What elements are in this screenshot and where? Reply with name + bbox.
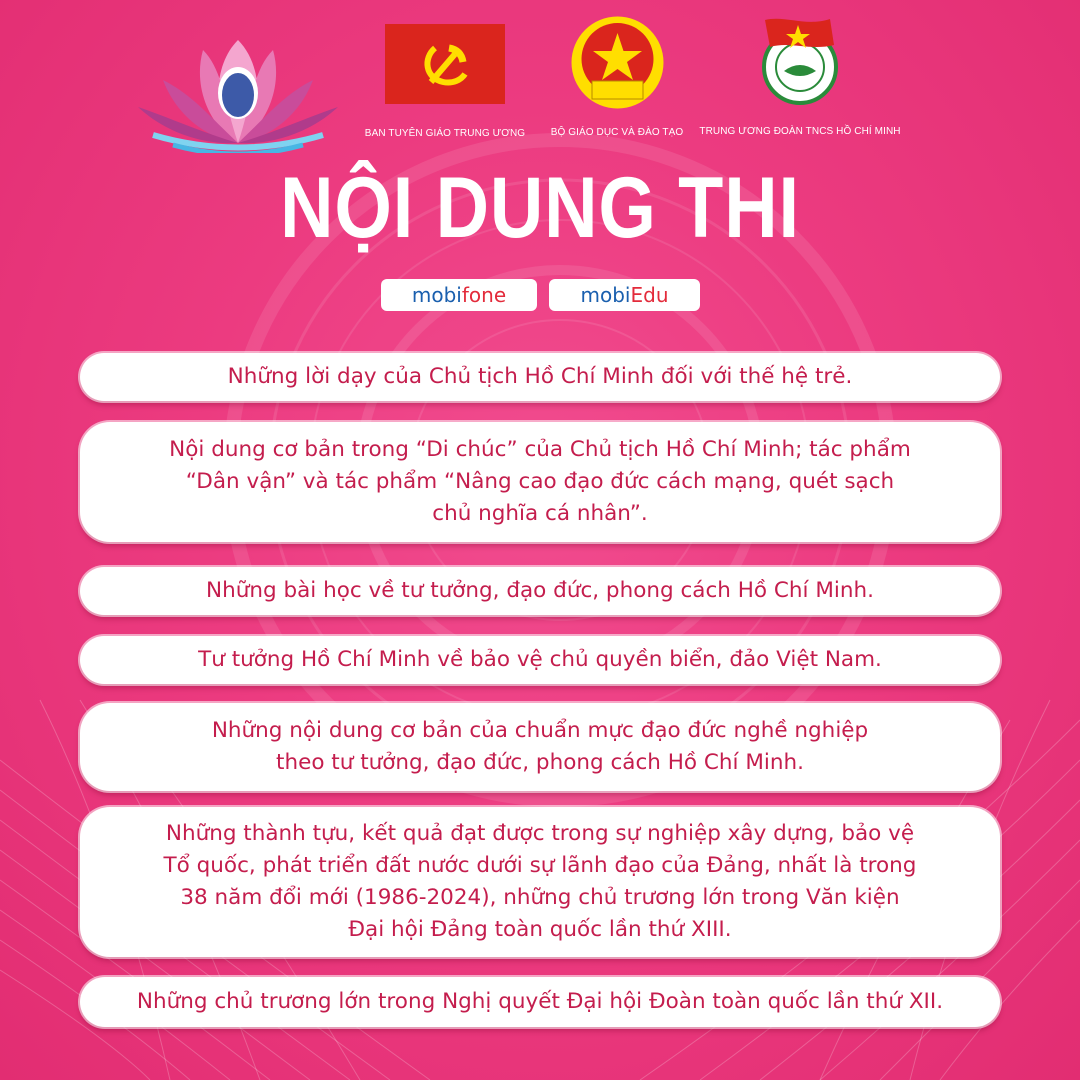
- topic-text: Nội dung cơ bản trong “Di chúc” của Chủ tịch Hồ Chí Minh; tác phẩm “Dân vận” và tác phẩm “Nâng cao đạo đức cách mạng, quét sạch chủ nghĩa cá nhân”.: [169, 437, 911, 526]
- lotus-portrait-logo: [133, 35, 343, 153]
- topic-item: [80, 977, 1000, 1027]
- page-title: NỘI DUNG THI: [280, 160, 800, 256]
- mobiedu-logo: [549, 279, 700, 311]
- mobifone-logo: [381, 279, 537, 311]
- org-label-education: BỘ GIÁO DỤC VÀ ĐÀO TẠO: [550, 127, 684, 138]
- topic-item: [80, 636, 1000, 684]
- national-emblem-logo: [570, 15, 665, 110]
- org-label-propaganda: BAN TUYÊN GIÁO TRUNG ƯƠNG: [364, 128, 526, 139]
- mobifone-logo-part1: mobi: [411, 283, 462, 307]
- topic-item: [80, 567, 1000, 615]
- youth-union-logo: [760, 15, 840, 105]
- topic-text: Những nội dung cơ bản của chuẩn mực đạo đức nghề nghiệp theo tư tưởng, đạo đức, phong cách Hồ Chí Minh.: [211, 718, 869, 775]
- topic-item: [80, 422, 1000, 542]
- mobifone-logo-part2: fone: [461, 283, 507, 307]
- topic-item: [80, 807, 1000, 957]
- org-label-youth-union: TRUNG ƯƠNG ĐOÀN TNCS HỒ CHÍ MINH: [699, 126, 901, 137]
- topic-item: [80, 703, 1000, 791]
- topic-text: Những lời dạy của Chủ tịch Hồ Chí Minh đối với thế hệ trẻ.: [227, 364, 853, 389]
- party-flag-logo: [385, 24, 505, 104]
- topic-text: Tư tưởng Hồ Chí Minh về bảo vệ chủ quyền biển, đảo Việt Nam.: [198, 647, 882, 672]
- mobiedu-logo-part1: mobi: [580, 283, 631, 307]
- mobiedu-logo-part2: Edu: [630, 283, 669, 307]
- topic-text: Những chủ trương lớn trong Nghị quyết Đại hội Đoàn toàn quốc lần thứ XII.: [136, 989, 944, 1014]
- topic-item: [80, 353, 1000, 401]
- topic-text: Những bài học về tư tưởng, đạo đức, phong cách Hồ Chí Minh.: [206, 578, 874, 603]
- topic-text: Những thành tựu, kết quả đạt được trong sự nghiệp xây dựng, bảo vệ Tổ quốc, phát triển đất nước dưới sự lãnh đạo của Đảng, nhất là trong 38 năm đổi mới (1986-2024), những chủ trương lớn trong Văn kiện Đại hội Đảng toàn quốc lần thứ XIII.: [163, 821, 917, 942]
